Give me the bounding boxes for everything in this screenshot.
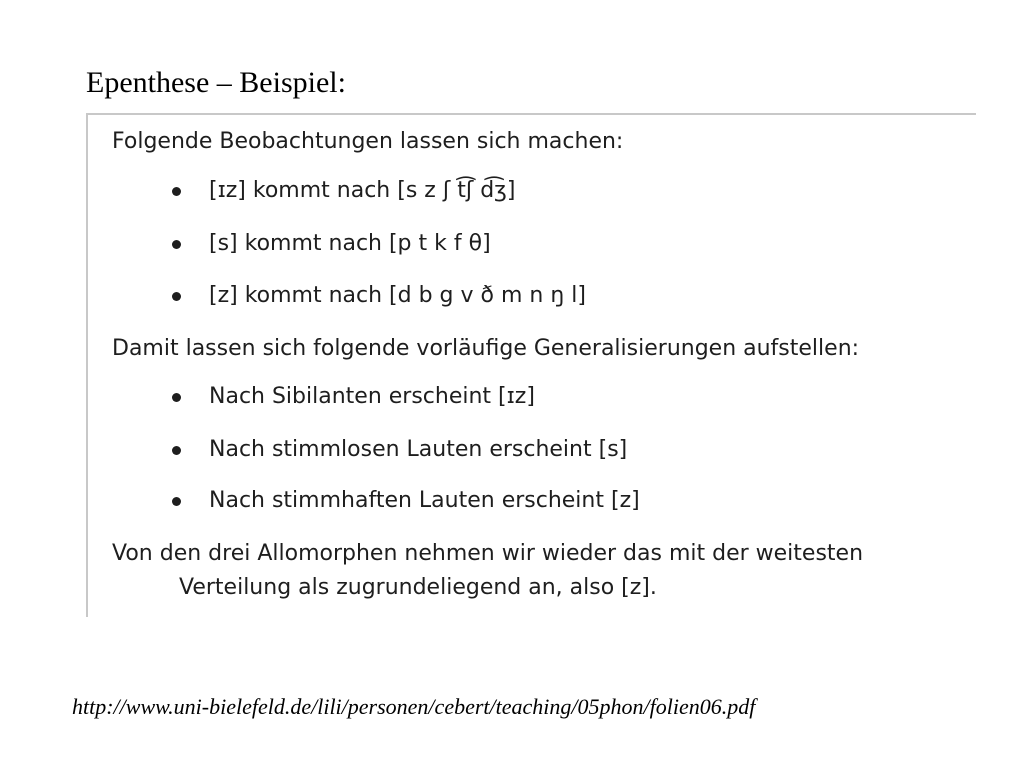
conclusion-line-2: Verteilung als zugrundeliegend an, also [z]. xyxy=(179,575,657,600)
list-item-text: Nach stimmlosen Lauten erscheint [s] xyxy=(209,437,628,462)
bullet-icon xyxy=(172,240,181,249)
observations-heading: Folgende Beobachtungen lassen sich machen: xyxy=(112,129,624,154)
list-item-text: [s] kommt nach [p t k f θ] xyxy=(209,231,491,256)
conclusion-line-1: Von den drei Allomorphen nehmen wir wieder das mit der weitesten xyxy=(112,541,864,566)
source-link[interactable]: http://www.uni-bielefeld.de/lili/personen/cebert/teaching/05phon/folien06.pdf xyxy=(72,694,756,719)
list-item-text: [ɪz] kommt nach [s z ʃ t͡ʃ d͡ʒ] xyxy=(209,178,516,203)
bullet-icon xyxy=(172,187,181,196)
list-item-text: Nach Sibilanten erscheint [ɪz] xyxy=(209,384,535,409)
bullet-icon xyxy=(172,446,181,455)
list-item-text: [z] kommt nach [d b g v ð m n ŋ l] xyxy=(209,283,586,308)
generalizations-heading: Damit lassen sich folgende vorläufige Generalisierungen aufstellen: xyxy=(112,336,860,361)
list-item-text: Nach stimmhaften Lauten erscheint [z] xyxy=(209,488,640,513)
bullet-icon xyxy=(172,292,181,301)
bullet-icon xyxy=(172,497,181,506)
bullet-icon xyxy=(172,393,181,402)
slide-title: Epenthese – Beispiel: xyxy=(86,66,346,99)
